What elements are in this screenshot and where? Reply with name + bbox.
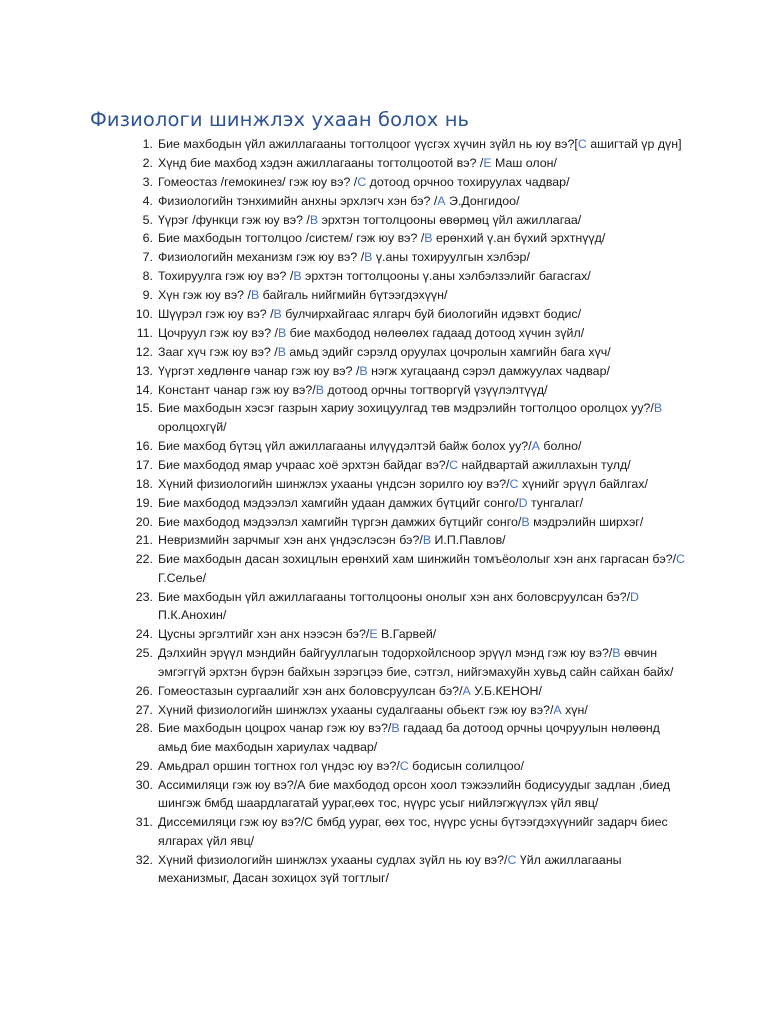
- item-number: 16.: [135, 438, 153, 453]
- answer-letter: В: [424, 231, 433, 246]
- answer-text: гадаад ба дотоод орчны цочруулын нөлөөнд амьд бие махбодын хариулах чадвар/: [158, 721, 660, 755]
- answer-letter: В: [315, 382, 324, 397]
- item-number: 22.: [135, 552, 153, 567]
- answer-text: Үйл ажиллагааны механизмыг, Дасан зохицох зүй тогтлыг/: [158, 852, 622, 886]
- list-item: [0, 381, 768, 400]
- answer-letter: С: [357, 174, 367, 189]
- answer-letter: А: [531, 438, 540, 453]
- list-item: [0, 494, 768, 513]
- answer-text: хүн/: [561, 702, 588, 717]
- answer-letter: В: [277, 325, 287, 340]
- item-number: 9.: [142, 288, 153, 303]
- item-number: 12.: [135, 344, 153, 359]
- answer-letter: В: [364, 250, 373, 265]
- answer-letter: В: [273, 307, 282, 322]
- question-text: Хүний физиологийн шинжлэх ухааны судалгааны обьект гэж юу вэ?/: [158, 702, 554, 717]
- question-text: Бие махбодод мэдээлэл хамгийн удаан дамжих бүтцийг сонго/: [158, 495, 519, 510]
- item-number: 5.: [142, 212, 153, 227]
- list-item: [0, 625, 768, 644]
- question-text: Бие махбодын дасан зохицлын ерөнхий хам шинжийн томъёололыг хэн анх гаргасан бэ?/: [158, 552, 677, 567]
- question-text: Физиологийн механизм гэж юу вэ? /: [158, 250, 365, 265]
- answer-text: болно/: [539, 438, 582, 453]
- question-text: Диссемиляци гэж юу вэ?/С бмбд уураг, өөх тос, нүүрс усны бүтээгдэхүүнийг задарч биес ялгарах үйл явц/: [158, 815, 668, 848]
- list-item: [0, 644, 768, 681]
- answer-text: Маш олон/: [491, 155, 557, 170]
- list-item: [0, 324, 768, 343]
- question-text: Гомеостаз /гемокинез/ гэж юу вэ? /: [158, 174, 358, 189]
- answer-letter: В: [422, 533, 432, 548]
- answer-letter: С: [399, 758, 409, 773]
- list-item: [0, 776, 768, 813]
- list-item: [0, 154, 768, 173]
- answer-letter: С: [676, 552, 685, 567]
- question-text: Амьдрал оршин тогтнох гол үндэс юу вэ?/: [158, 758, 400, 773]
- item-number: 7.: [142, 250, 153, 265]
- list-item: [0, 813, 768, 850]
- question-text: Зааг хүч гэж юу вэ? /: [158, 344, 278, 359]
- list-item: [0, 475, 768, 494]
- answer-text: өвчин эмгэггүй эрхтэн бүрэн байхын зэрэгцээ бие, сэтгэл, нийгэмахуйн хувьд сайн сайхан байх/: [158, 646, 674, 679]
- item-number: 31.: [135, 815, 153, 830]
- answer-text: булчирхайгаас ялгарч буй биологийн идэвхт бодис/: [281, 307, 582, 322]
- list-item: [0, 531, 768, 550]
- item-number: 10.: [135, 307, 153, 322]
- answer-letter: С: [509, 476, 519, 491]
- answer-letter: С: [507, 852, 517, 867]
- question-text: Гомеостазын сургаалийг хэн анх боловсруулсан бэ?/: [158, 683, 463, 698]
- item-number: 19.: [135, 495, 153, 510]
- question-text: Үүрэг /функци гэж юу вэ? /: [158, 212, 310, 227]
- list-item: [0, 682, 768, 701]
- question-text: Үүргэт хөдлөнгө чанар гэж юу вэ? /: [158, 363, 360, 378]
- question-text: Констант чанар гэж юу вэ?/: [158, 382, 316, 397]
- item-number: 29.: [135, 758, 153, 773]
- answer-letter: Е: [483, 155, 492, 170]
- answer-letter: А: [462, 683, 471, 698]
- list-item: [0, 267, 768, 286]
- answer-text: эрхтэн тогтолцооны өвөрмөц үйл ажиллагаа/: [318, 212, 582, 227]
- question-text: Бие махбод бүтэц үйл ажиллагааны илүүдэлтэй байж болох уу?/: [158, 438, 532, 453]
- answer-letter: D: [630, 589, 639, 604]
- list-item: [0, 719, 768, 756]
- answer-text: И.П.Павлов/: [431, 533, 506, 548]
- item-number: 17.: [135, 457, 153, 472]
- list-item: [0, 701, 768, 720]
- question-text: Бие махбодод мэдээлэл хамгийн түргэн дамжих бүтцийг сонго/: [158, 514, 522, 529]
- question-text: Физиологийн тэнхимийн анхны эрхлэгч хэн бэ? /: [158, 193, 438, 208]
- answer-text: нэгж хугацаанд сэрэл дамжуулах чадвар/: [367, 363, 610, 378]
- answer-text: ашигтай үр дүн]: [586, 137, 682, 151]
- question-list: [0, 135, 768, 888]
- item-number: 25.: [135, 646, 153, 661]
- answer-text: Г.Селье/: [158, 570, 207, 585]
- answer-letter: В: [309, 212, 319, 227]
- answer-letter: В: [612, 646, 621, 661]
- answer-text: У.Б.КЕНОН/: [470, 683, 542, 698]
- item-number: 23.: [135, 589, 153, 604]
- question-text: Хүний физиологийн шинжлэх ухааны үндсэн зорилго юу вэ?/: [158, 476, 510, 491]
- item-number: 3.: [142, 174, 153, 189]
- answer-letter: В: [653, 401, 663, 416]
- answer-letter: В: [293, 269, 302, 284]
- answer-text: бодисын солилцоо/: [408, 758, 524, 773]
- question-text: Тохируулга гэж юу вэ? /: [158, 269, 294, 284]
- answer-text: тунгалаг/: [527, 495, 584, 510]
- list-item: [0, 286, 768, 305]
- answer-text: П.К.Анохин/: [158, 608, 227, 623]
- question-text: Ассимиляци гэж юу вэ?/А бие махбодод орсон хоол тэжээлийн бодисуудыг задлан ,биед шингэж бмбд шаардлагатай уураг,өөх тос, нүүрс усыг нийлэгжүүлэх үйл явц/: [158, 777, 671, 811]
- item-number: 27.: [135, 702, 153, 717]
- answer-letter: В: [250, 288, 260, 303]
- question-text: Бие махбодын тогтолцоо /систем/ гэж юу вэ? /: [158, 231, 425, 246]
- list-item: [0, 456, 768, 475]
- question-text: Бие махбодын цоцрох чанар гэж юу вэ?/: [158, 721, 392, 736]
- item-number: 32.: [135, 852, 153, 867]
- list-item: [0, 211, 768, 230]
- answer-text: ү.аны тохируулгын хэлбэр/: [372, 250, 530, 265]
- answer-letter: В: [521, 514, 530, 529]
- list-item: [0, 550, 768, 587]
- question-text: Хүн гэж юу вэ? /: [158, 288, 251, 303]
- answer-letter: В: [391, 721, 400, 736]
- list-item: [0, 229, 768, 248]
- answer-letter: В: [277, 344, 286, 359]
- item-number: 2.: [142, 155, 153, 170]
- list-item: [0, 343, 768, 362]
- list-item: [0, 399, 768, 436]
- list-item: [0, 192, 768, 211]
- answer-text: хүнийг эрүүл байлгах/: [518, 476, 648, 491]
- page-title: Физиологи шинжлэх ухаан болох нь: [90, 108, 470, 131]
- question-text: Хүний физиологийн шинжлэх ухааны судлах зүйл нь юу вэ?/: [158, 852, 508, 867]
- question-text: Шүүрэл гэж юу вэ? /: [158, 307, 274, 322]
- question-text: Дэлхийн эрүүл мэндийн байгууллагын тодорхойлсноор эрүүл мэнд гэж юу вэ?/: [158, 646, 613, 661]
- answer-text: байгаль нийгмийн бүтээгдэхүүн/: [259, 288, 448, 303]
- answer-text: ерөнхий ү.ан бүхий эрхтнүүд/: [432, 231, 606, 246]
- answer-letter: Е: [369, 627, 378, 642]
- list-item: [0, 851, 768, 888]
- item-number: 13.: [135, 363, 153, 378]
- item-number: 14.: [135, 382, 153, 397]
- item-number: 6.: [142, 231, 153, 246]
- item-number: 26.: [135, 683, 153, 698]
- answer-text: амьд эдийг сэрэлд оруулах цочролын хамгийн бага хүч/: [285, 344, 611, 359]
- item-number: 15.: [135, 401, 153, 416]
- item-number: 11.: [136, 325, 153, 340]
- answer-text: мэдрэлийн ширхэг/: [529, 514, 644, 529]
- question-text: Бие махбодын хэсэг газрын хариу зохицуулгад төв мэдрэлийн тогтолцоо оролцох уу?/: [158, 401, 654, 416]
- item-number: 4.: [142, 193, 153, 208]
- answer-text: бие махбодод нөлөөлөх гадаад дотоод хүчин зүйл/: [286, 325, 585, 340]
- item-number: 28.: [135, 721, 153, 736]
- answer-text: В.Гарвей/: [377, 627, 437, 642]
- answer-letter: С: [449, 457, 459, 472]
- item-number: 20.: [135, 514, 153, 529]
- item-number: 18.: [135, 476, 153, 491]
- question-text: Цусны эргэлтийг хэн анх нээсэн бэ?/: [158, 627, 370, 642]
- question-text: Бие махбодод ямар учраас хоё эрхтэн байдаг вэ?/: [158, 457, 450, 472]
- list-item: [0, 248, 768, 267]
- question-text: Бие махбодын үйл ажиллагааны тогтолцооны онолыг хэн анх боловсруулсан бэ?/: [158, 589, 631, 604]
- answer-text: Э.Донгидоо/: [445, 193, 520, 208]
- list-item: [0, 173, 768, 192]
- list-item: [0, 437, 768, 456]
- item-number: 24.: [135, 627, 153, 642]
- list-item: [0, 588, 768, 625]
- list-item: [0, 757, 768, 776]
- list-item: [0, 305, 768, 324]
- question-text: Бие махбодын үйл ажиллагааны тогтолцоог үүсгэх хүчин зүйл нь юу вэ?[: [158, 137, 578, 151]
- list-item: [0, 362, 768, 381]
- list-item: [0, 135, 768, 154]
- answer-letter: С: [577, 137, 587, 151]
- answer-text: эрхтэн тогтолцооны ү.аны хэлбэлзэлийг багасгах/: [301, 269, 591, 284]
- answer-text: оролцохгүй/: [158, 420, 227, 435]
- answer-letter: А: [553, 702, 562, 717]
- item-number: 1.: [142, 137, 153, 151]
- list-item: [0, 513, 768, 532]
- question-text: Хүнд бие махбод хэдэн ажиллагааны тогтолцоотой вэ? /: [158, 155, 484, 170]
- answer-letter: В: [359, 363, 368, 378]
- answer-text: дотоод орчны тогтворгүй үзүүлэлтүүд/: [323, 382, 548, 397]
- item-number: 30.: [135, 777, 153, 792]
- question-text: Цочруул гэж юу вэ? /: [158, 325, 278, 340]
- item-number: 21.: [135, 533, 153, 548]
- answer-text: дотоод орчноо тохируулах чадвар/: [366, 174, 570, 189]
- item-number: 8.: [142, 269, 153, 284]
- answer-letter: D: [518, 495, 528, 510]
- answer-letter: А: [437, 193, 446, 208]
- answer-text: найдвартай ажиллахын тулд/: [458, 457, 631, 472]
- question-text: Невризмийн зарчмыг хэн анх үндэслэсэн бэ?/: [158, 533, 423, 548]
